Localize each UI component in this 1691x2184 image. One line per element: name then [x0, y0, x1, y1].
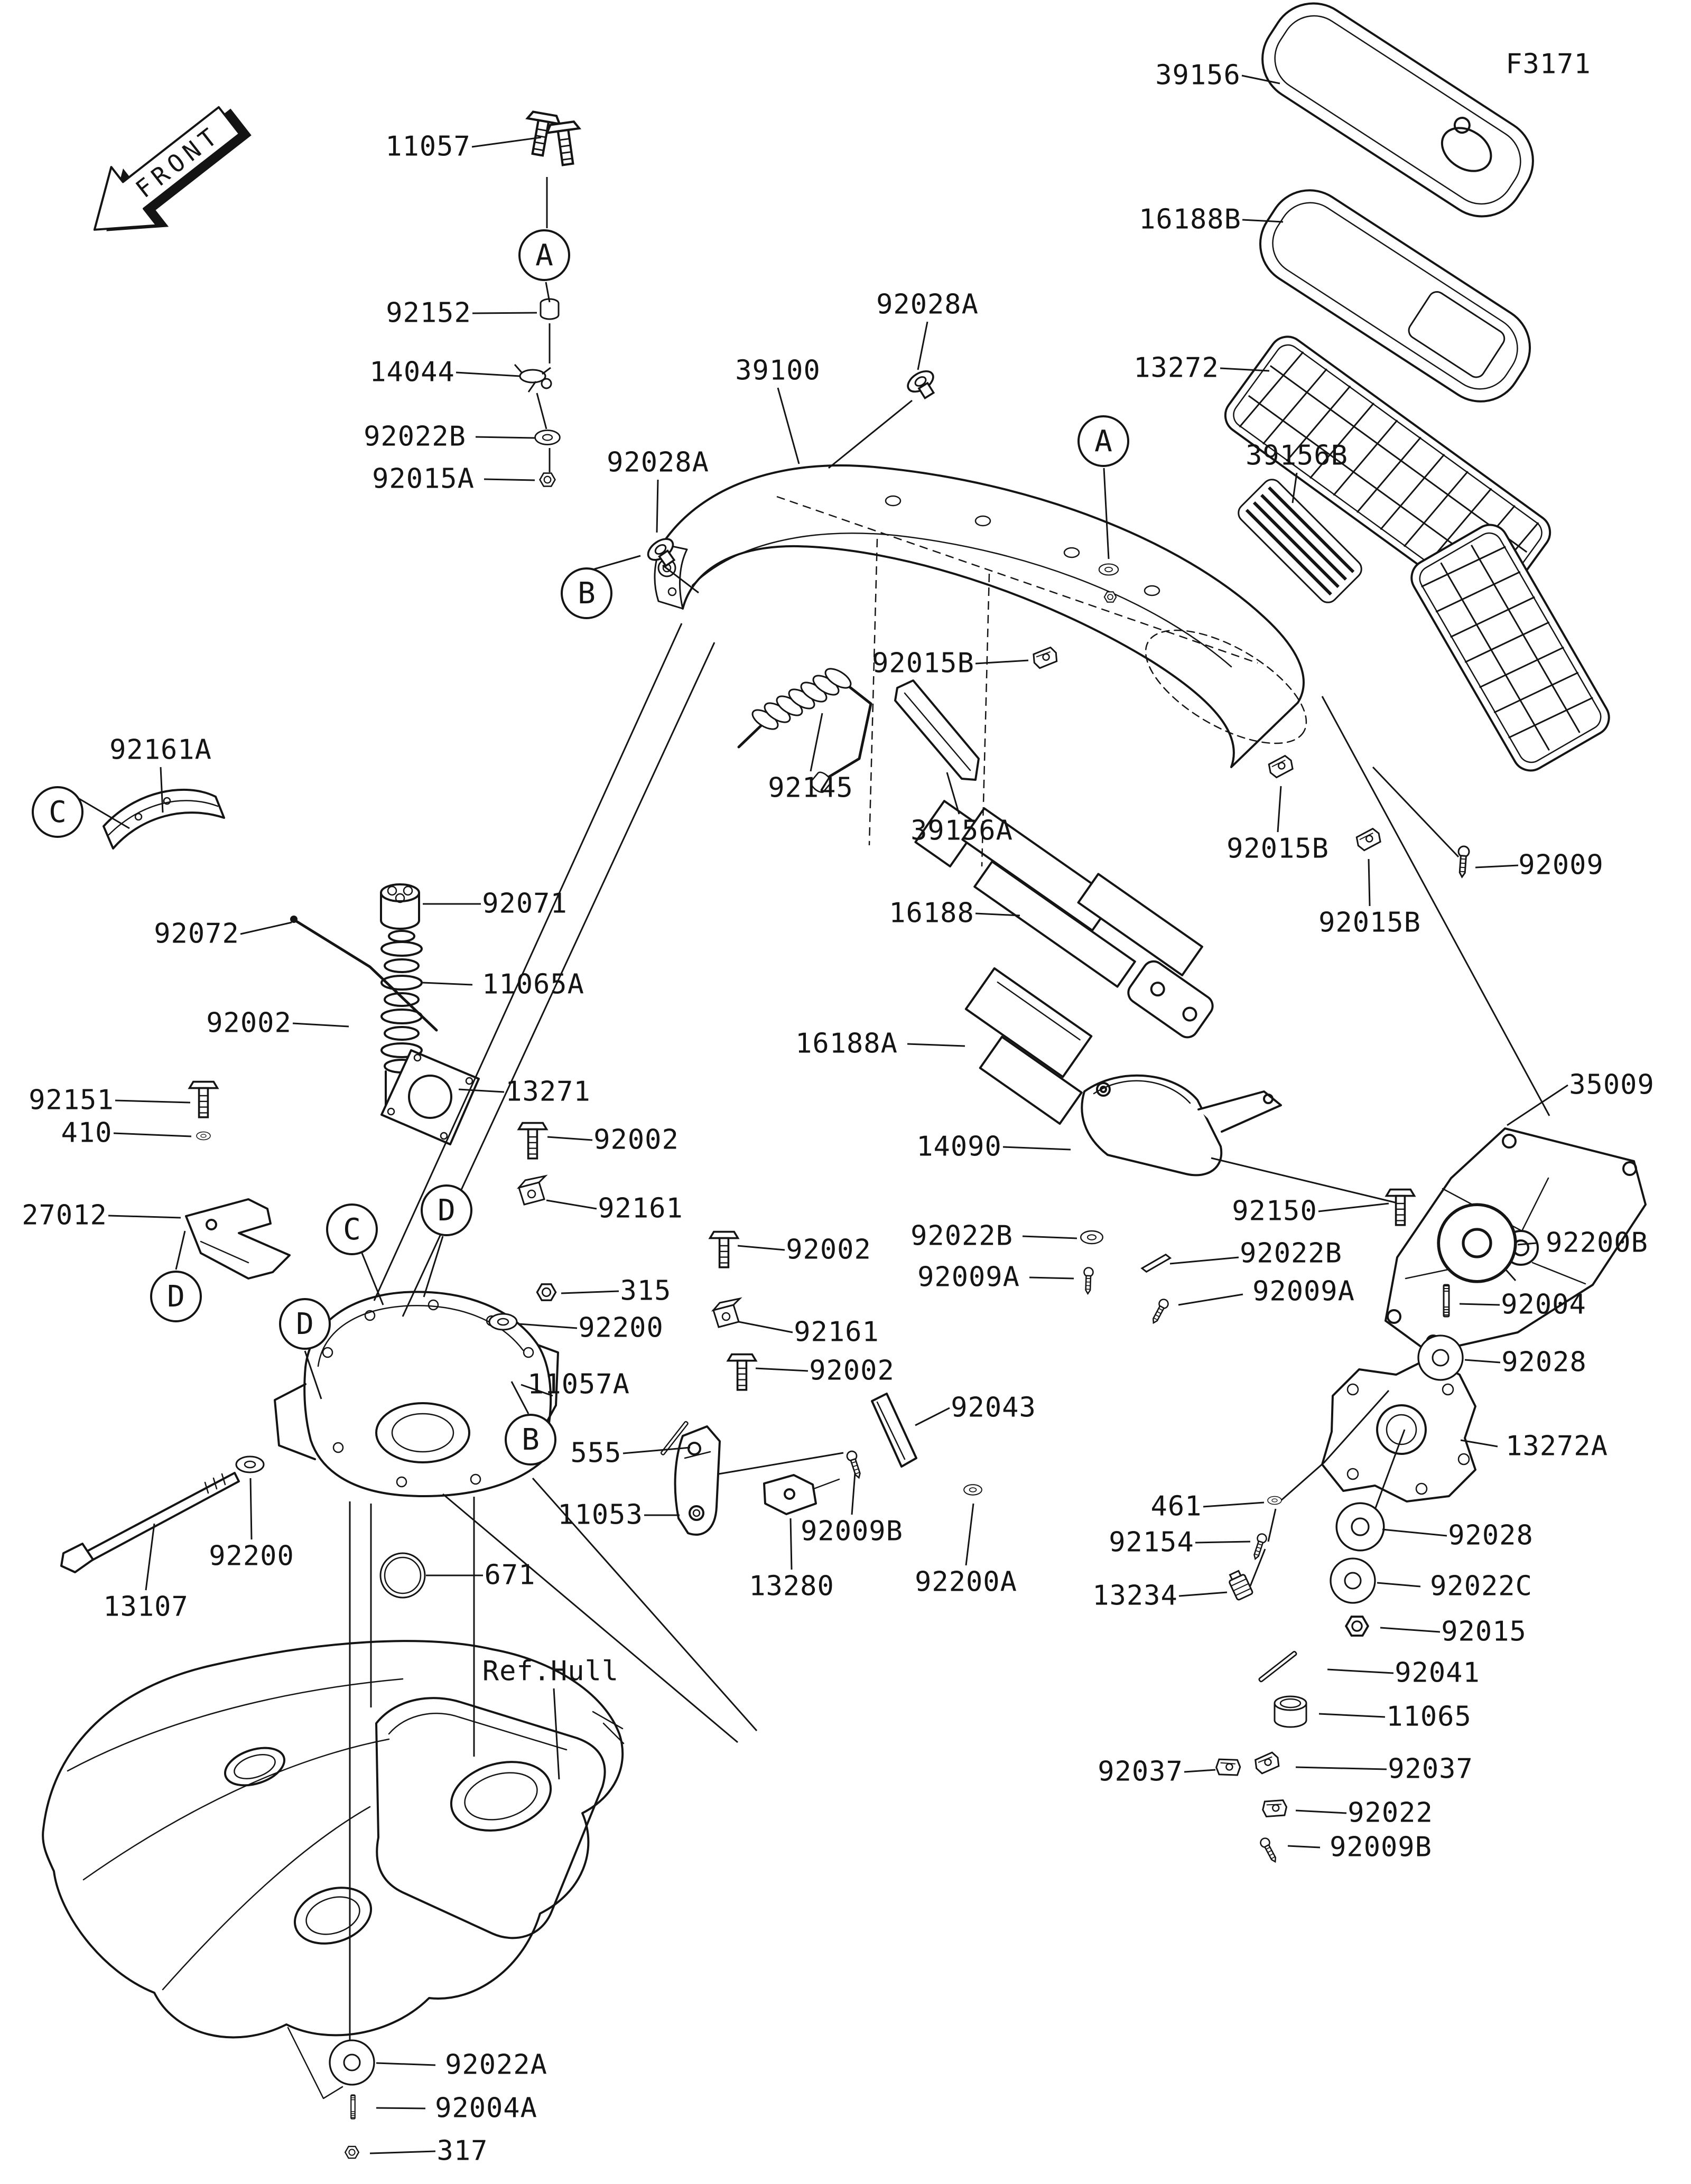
- part-number-label: Ref.Hull: [482, 1655, 619, 1687]
- part-number-label: 11065: [1386, 1701, 1472, 1733]
- part-number-label: 92009A: [917, 1261, 1020, 1293]
- part-number-label: 13107: [103, 1591, 189, 1623]
- part-glyph-washer: [1099, 564, 1118, 575]
- leader-line: [1377, 1583, 1420, 1586]
- part-number-label: 92043: [951, 1392, 1036, 1424]
- leader-line: [1296, 1810, 1346, 1813]
- view-callout-C: C: [32, 786, 83, 838]
- part-number-label: 92015B: [872, 647, 974, 679]
- part-number-label: 92022B: [1240, 1237, 1342, 1270]
- part-number-label: 16188: [889, 897, 974, 929]
- leader-line: [1382, 1529, 1447, 1536]
- leader-line: [1518, 1243, 1536, 1245]
- leader-line: [146, 1524, 154, 1590]
- part-glyph-screw: [1083, 1267, 1093, 1294]
- leader-line: [1380, 1628, 1440, 1632]
- leader-line: [376, 2063, 435, 2065]
- leader-line: [852, 1473, 855, 1515]
- part-glyph-cup: [1275, 1696, 1306, 1727]
- leader-line: [456, 372, 520, 376]
- part-glyph-washerB: [1331, 1558, 1375, 1603]
- part-glyph-gimbal: [515, 365, 551, 392]
- part-glyph-nut: [537, 1284, 555, 1300]
- part-number-label: 92015B: [1318, 907, 1421, 939]
- part-glyph-nut: [540, 473, 555, 487]
- leader-line: [1242, 76, 1280, 83]
- part-number-label: 92015A: [372, 463, 475, 495]
- part-number-label: 92037: [1388, 1753, 1473, 1785]
- part-glyph-washer: [535, 431, 560, 445]
- part-number-label: 92002: [206, 1007, 292, 1039]
- part-glyph-washerB: [1418, 1336, 1463, 1380]
- part-glyph-ring: [380, 1553, 425, 1598]
- part-number-label: F3171: [1506, 48, 1591, 80]
- leader-line: [240, 922, 292, 934]
- leader-line: [423, 983, 472, 985]
- part-number-label: 92028: [1501, 1346, 1587, 1378]
- leader-line: [739, 1322, 793, 1332]
- view-callout-D: D: [421, 1184, 472, 1236]
- part-glyph-nut: [1104, 592, 1116, 602]
- part-number-label: 92002: [809, 1355, 895, 1387]
- leader-line: [459, 1089, 504, 1092]
- part-glyph-bolt: [710, 1232, 738, 1267]
- leader-line: [1178, 1294, 1243, 1305]
- part-glyph-bolt: [519, 1123, 547, 1159]
- leader-line: [811, 713, 822, 771]
- leader-line: [370, 2151, 435, 2153]
- part-number-label: 315: [620, 1275, 672, 1307]
- part-number-label: 92009: [1518, 849, 1604, 881]
- part-glyph-bolt: [190, 1082, 218, 1117]
- leader-line: [115, 1100, 190, 1103]
- leader-line: [250, 1478, 252, 1539]
- callout-line: [424, 1236, 443, 1297]
- part-glyph-block: [519, 1176, 545, 1205]
- leader-line: [1318, 1203, 1389, 1211]
- leader-line: [554, 1688, 559, 1779]
- part-number-label: 92015B: [1227, 833, 1329, 865]
- part-number-label: 92150: [1232, 1195, 1317, 1227]
- front-label-text: FRONT: [130, 119, 227, 204]
- part-glyph-block: [713, 1299, 740, 1327]
- part-number-label: 11057: [385, 130, 471, 163]
- part-number-label: 92028: [1448, 1519, 1534, 1552]
- part-number-label: 92015: [1441, 1616, 1527, 1648]
- leader-line: [1461, 1440, 1498, 1446]
- part-number-label: 11057A: [527, 1368, 630, 1401]
- leader-line: [547, 1137, 592, 1140]
- part-number-label: 92161A: [109, 734, 212, 766]
- callout-line: [1104, 468, 1109, 559]
- callout-line: [594, 556, 640, 569]
- part-number-label: 92028A: [607, 446, 709, 479]
- part-number-label: 16188A: [795, 1028, 898, 1060]
- leader-line: [1203, 1502, 1264, 1507]
- part-glyph-stud: [1444, 1285, 1449, 1317]
- leader-line: [1170, 1257, 1239, 1264]
- leader-line: [1327, 1669, 1393, 1673]
- leader-line: [1242, 220, 1283, 222]
- part-number-label: 92072: [154, 918, 239, 950]
- part-number-label: 13272: [1133, 352, 1219, 384]
- part-number-label: 92002: [593, 1124, 679, 1156]
- part-number-label: 671: [484, 1559, 536, 1591]
- leader-line: [1184, 1770, 1215, 1772]
- leader-line: [623, 1448, 690, 1453]
- part-number-label: 13271: [505, 1076, 591, 1108]
- part-number-label: 14090: [916, 1131, 1002, 1163]
- part-glyph-clip: [1215, 1756, 1241, 1778]
- part-number-label: 317: [436, 2135, 488, 2167]
- leader-line: [1003, 1147, 1071, 1150]
- part-glyph-screw: [1457, 846, 1470, 877]
- leader-line: [947, 772, 959, 814]
- leader-line: [657, 480, 658, 533]
- part-number-label: 92009A: [1252, 1275, 1355, 1308]
- part-glyph-washer: [1268, 1497, 1281, 1505]
- part-glyph-bolt: [728, 1355, 756, 1390]
- part-glyph-stud: [351, 2095, 355, 2119]
- leader-line: [1195, 1542, 1250, 1543]
- leader-line: [738, 1246, 785, 1250]
- part-number-label: 39156A: [910, 815, 1013, 847]
- part-number-label: 92200B: [1546, 1227, 1648, 1259]
- part-glyph-grid: [1405, 518, 1615, 777]
- part-number-label: 92004: [1501, 1289, 1586, 1321]
- part-number-label: 92022: [1348, 1797, 1433, 1829]
- part-number-label: 410: [61, 1117, 113, 1149]
- part-number-label: 11065A: [482, 968, 584, 1001]
- part-number-label: 92009B: [801, 1515, 903, 1547]
- part-glyph-nut: [345, 2146, 359, 2158]
- part-number-label: 92022B: [364, 421, 466, 453]
- part-number-label: 92200: [209, 1540, 294, 1572]
- part-number-label: 92152: [386, 297, 471, 329]
- leader-line: [915, 1408, 950, 1425]
- part-number-label: 39156: [1155, 59, 1241, 91]
- callout-line: [305, 1351, 321, 1399]
- part-number-label: 92200A: [915, 1566, 1017, 1598]
- leader-line: [756, 1368, 808, 1371]
- leader-line: [472, 137, 541, 147]
- view-callout-D: D: [279, 1298, 331, 1350]
- part-glyph-washer: [964, 1485, 982, 1495]
- part-number-label: 92002: [786, 1234, 871, 1266]
- leader-line: [1507, 1085, 1568, 1125]
- part-glyph-washer: [197, 1132, 210, 1140]
- leader-line: [546, 1200, 597, 1209]
- part-number-label: 92151: [29, 1084, 114, 1116]
- view-callout-A: A: [1077, 415, 1129, 467]
- leader-line: [1319, 1714, 1385, 1717]
- part-glyph-clip: [1253, 1751, 1280, 1775]
- part-glyph-washer: [489, 1314, 517, 1330]
- leader-line: [975, 660, 1028, 664]
- leader-line: [966, 1504, 973, 1565]
- callout-line: [176, 1231, 185, 1270]
- part-glyph-bolt: [1387, 1190, 1415, 1225]
- part-number-label: 13280: [749, 1570, 834, 1602]
- leader-line: [519, 1324, 577, 1328]
- part-glyph-pin: [1259, 1651, 1297, 1682]
- leader-line: [161, 767, 163, 813]
- part-number-label: 13272A: [1506, 1430, 1608, 1462]
- part-glyph-screw: [1259, 1837, 1279, 1864]
- part-number-label: 13234: [1092, 1580, 1178, 1612]
- part-number-label: 92161: [598, 1192, 683, 1225]
- part-glyph-washerB: [1438, 1205, 1516, 1282]
- leader-line: [1369, 859, 1370, 906]
- part-number-label: 92161: [794, 1316, 879, 1348]
- part-number-label: 92028A: [876, 288, 979, 321]
- part-number-label: 92022C: [1430, 1570, 1532, 1602]
- leader-line: [1475, 865, 1518, 867]
- leader-line: [476, 437, 535, 438]
- leader-line: [561, 1291, 619, 1293]
- part-number-label: 92004A: [435, 2092, 537, 2124]
- part-number-label: 39156B: [1246, 440, 1348, 472]
- part-number-label: 555: [570, 1437, 622, 1469]
- part-glyph-bolt: [546, 121, 584, 166]
- part-glyph-knob: [1227, 1569, 1253, 1600]
- part-glyph-bolt: [522, 111, 561, 157]
- leader-line: [918, 322, 927, 370]
- leader-line: [484, 479, 535, 480]
- callout-line: [362, 1253, 383, 1305]
- part-number-label: 92145: [768, 772, 853, 804]
- leader-line: [1465, 1360, 1500, 1362]
- view-callout-C: C: [326, 1203, 378, 1255]
- part-number-label: 92041: [1395, 1657, 1480, 1689]
- part-number-label: 92071: [482, 888, 568, 920]
- part-number-label: 14044: [369, 356, 455, 388]
- leader-line: [1029, 1277, 1074, 1278]
- part-number-label: 39100: [735, 354, 821, 387]
- part-glyph-washer: [236, 1457, 264, 1472]
- leader-line: [975, 913, 1020, 916]
- part-glyph-nut: [1346, 1617, 1368, 1636]
- part-number-label: 92009B: [1330, 1831, 1432, 1863]
- part-number-label: 92022A: [445, 2049, 547, 2081]
- view-callout-A: A: [518, 229, 570, 281]
- part-glyph-washerB: [1336, 1503, 1384, 1551]
- part-glyph-clip: [1032, 647, 1058, 669]
- leader-line: [1278, 786, 1281, 832]
- leader-line: [1460, 1304, 1500, 1305]
- part-number-label: 35009: [1569, 1069, 1655, 1101]
- part-number-label: 11053: [558, 1499, 643, 1531]
- leader-line: [1296, 1767, 1387, 1769]
- part-glyph-coil: [749, 665, 854, 733]
- leader-line: [791, 1518, 792, 1570]
- part-glyph-clip: [1262, 1798, 1287, 1818]
- part-number-label: 92037: [1098, 1756, 1183, 1788]
- part-number-label: 92022B: [910, 1220, 1013, 1252]
- part-glyph-flat: [1142, 1254, 1170, 1273]
- part-number-label: 461: [1150, 1490, 1202, 1523]
- leader-line: [114, 1133, 191, 1136]
- part-glyph-screw: [1149, 1298, 1169, 1326]
- part-glyph-screw: [1251, 1533, 1267, 1560]
- leader-line: [293, 1023, 349, 1026]
- part-glyph-grommet: [904, 367, 941, 403]
- part-glyph-washerB: [330, 2040, 374, 2085]
- part-number-label: 16188B: [1139, 203, 1241, 236]
- part-glyph-clip: [1267, 754, 1295, 779]
- part-number-label: 27012: [22, 1199, 107, 1231]
- leader-line: [778, 388, 799, 464]
- view-callout-B: B: [505, 1414, 556, 1466]
- leader-line: [108, 1216, 181, 1218]
- callout-line: [79, 799, 129, 828]
- part-glyph-washer: [1081, 1231, 1103, 1244]
- view-callout-B: B: [561, 567, 612, 619]
- leader-line: [907, 1044, 965, 1046]
- leader-line: [1288, 1846, 1320, 1847]
- leader-line: [1023, 1236, 1077, 1238]
- part-glyph-clip: [1355, 827, 1382, 852]
- part-number-label: 92200: [578, 1312, 664, 1344]
- leader-line: [1179, 1592, 1227, 1596]
- view-callout-D: D: [150, 1271, 202, 1322]
- part-number-label: 92154: [1109, 1526, 1194, 1558]
